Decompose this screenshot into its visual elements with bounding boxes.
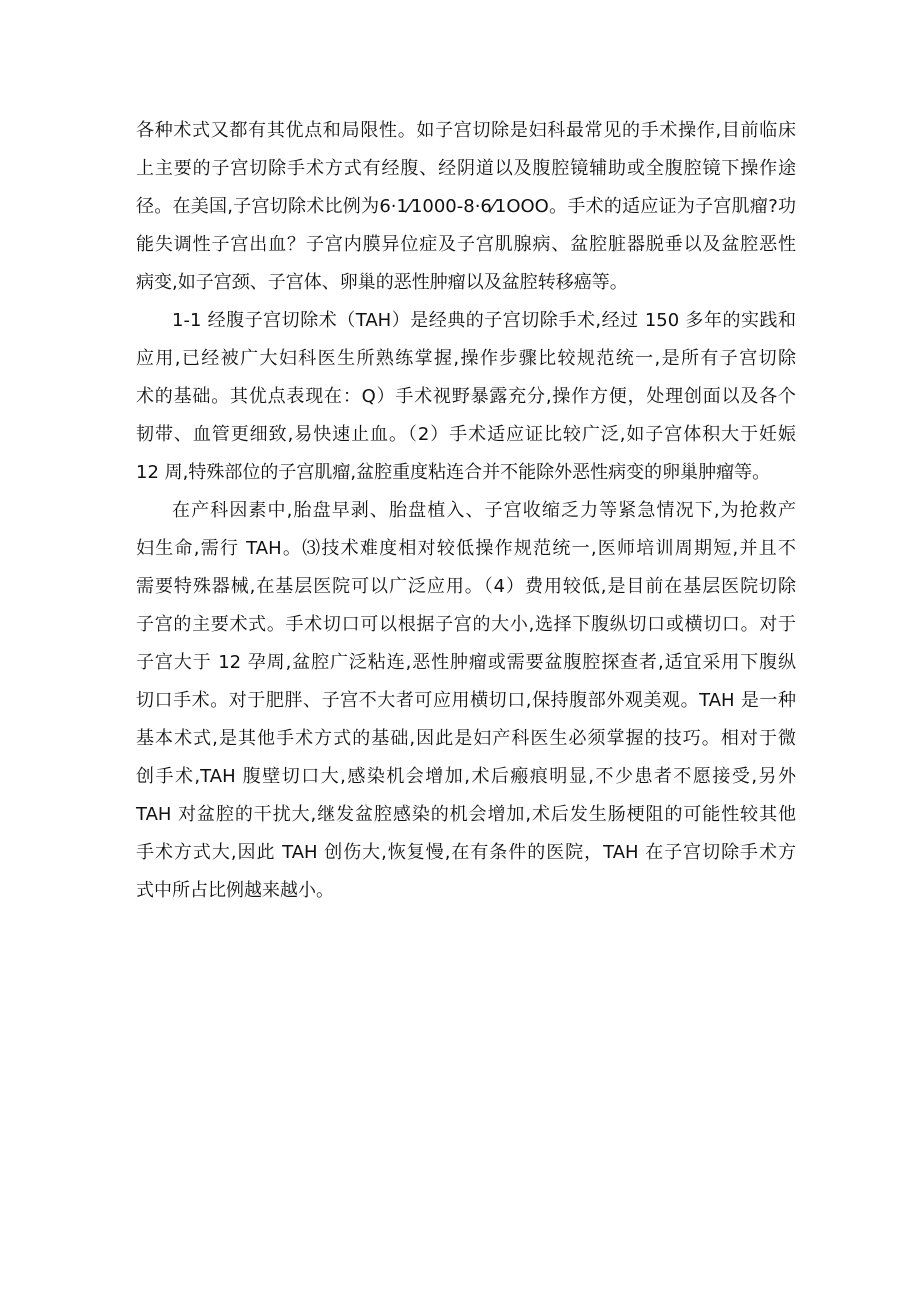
text-line: 上主要的子宫切除手术方式有经腹、经阴道以及腹腔镜辅助或全腹腔镜下操作途 — [136, 158, 796, 179]
text-line: 应用,已经被广大妇科医生所熟练掌握,操作步骤比较规范统一,是所有子宫切除 — [136, 348, 796, 369]
paragraph-3 — [136, 492, 796, 910]
text-line: 式中所占比例越来越小。 — [136, 880, 334, 901]
text-line: 径。在美国,子宫切除术比例为6·1⁄1000-8·6⁄1OOO。手术的适应证为子宫肌瘤?功 — [136, 196, 796, 217]
text-line: 手术方式大,因此 TAH 创伤大,恢复慢,在有条件的医院，TAH 在子宫切除手术方 — [136, 842, 796, 863]
text-line: 12 周,特殊部位的子宫肌瘤,盆腔重度粘连合并不能除外恶性病变的卵巢肿瘤等。 — [136, 462, 771, 483]
paragraph-2 — [136, 302, 796, 492]
text-line: TAH 对盆腔的干扰大,继发盆腔感染的机会增加,术后发生肠梗阻的可能性较其他 — [136, 804, 796, 825]
text-line: 病变,如子宫颈、子宫体、卵巢的恶性肿瘤以及盆腔转移癌等。 — [136, 272, 628, 293]
text-line: 创手术,TAH 腹壁切口大,感染机会增加,术后瘢痕明显,不少患者不愿接受,另外 — [136, 766, 796, 787]
text-line: 妇生命,需行 TAH。⑶技术难度相对较低操作规范统一,医师培训周期短,并且不 — [136, 538, 796, 559]
text-line: 子宫大于 12 孕周,盆腔广泛粘连,恶性肿瘤或需要盆腹腔探查者,适宜采用下腹纵 — [136, 652, 796, 673]
text-line: 能失调性子宫出血？子宫内膜异位症及子宫肌腺病、盆腔脏器脱垂以及盆腔恶性 — [136, 234, 796, 255]
body-text — [136, 112, 796, 910]
text-line: 子宫的主要术式。手术切口可以根据子宫的大小,选择下腹纵切口或横切口。对于 — [136, 614, 796, 635]
text-line: 韧带、血管更细致,易快速止血。（2）手术适应证比较广泛,如子宫体积大于妊娠 — [136, 424, 796, 445]
paragraph-1 — [136, 112, 796, 302]
text-line: 需要特殊器械,在基层医院可以广泛应用。（4）费用较低,是目前在基层医院切除 — [136, 576, 796, 597]
text-line: 1-1 经腹子宫切除术（TAH）是经典的子宫切除手术,经过 150 多年的实践和 — [172, 310, 796, 331]
text-line: 术的基础。其优点表现在：Q）手术视野暴露充分,操作方便，处理创面以及各个 — [136, 386, 796, 407]
text-line: 切口手术。对于肥胖、子宫不大者可应用横切口,保持腹部外观美观。TAH 是一种 — [136, 690, 796, 711]
text-line: 各种术式又都有其优点和局限性。如子宫切除是妇科最常见的手术操作,目前临床 — [136, 120, 796, 141]
text-line: 基本术式,是其他手术方式的基础,因此是妇产科医生必须掌握的技巧。相对于微 — [136, 728, 796, 749]
text-line: 在产科因素中,胎盘早剥、胎盘植入、子宫收缩乏力等紧急情况下,为抢救产 — [172, 500, 796, 521]
